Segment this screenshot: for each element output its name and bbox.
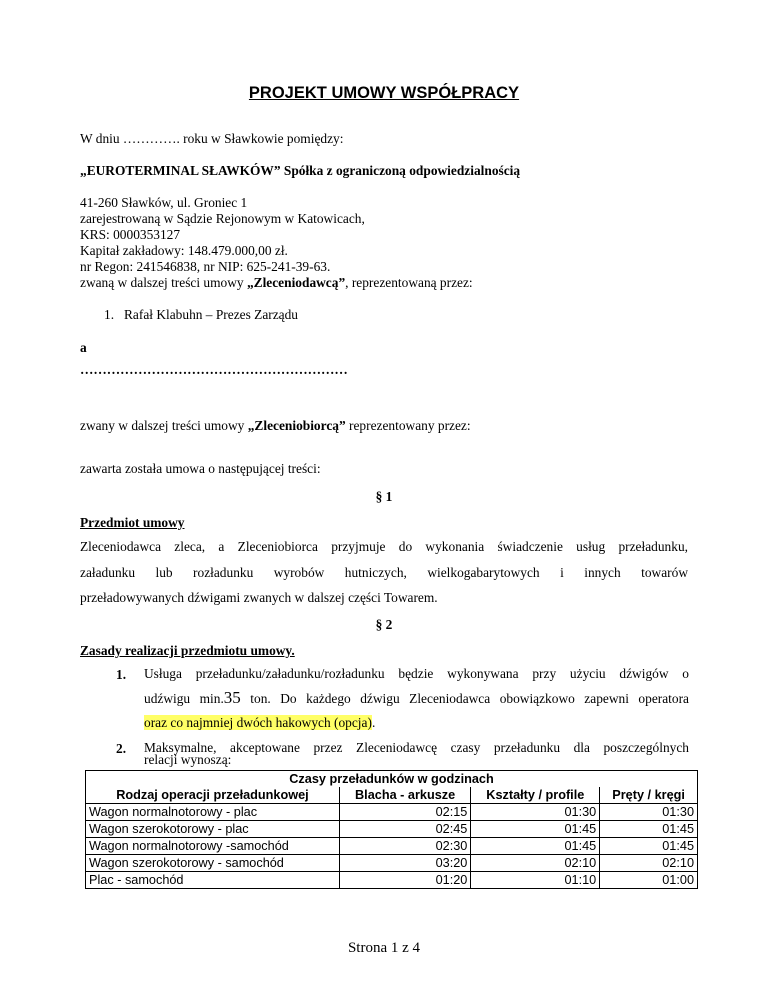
section2-heading: Zasady realizacji przedmiotu umowy. (80, 643, 295, 658)
table-cell: 03:20 (339, 855, 471, 872)
section1-line-2: załadunku lub rozładunku wyrobów hutniczych, wielkogabarytowych i innych towarów (80, 565, 688, 580)
table-cell: 02:10 (471, 855, 600, 872)
item1-line2-pre: udźwigu min. (144, 691, 224, 706)
zleceniodawca-line (80, 275, 473, 291)
table-cell: Wagon normalnotorowy -samochód (86, 838, 340, 855)
item2-line-1: Maksymalne, akceptowane przez Zleceniodawcę czasy przeładunku dla poszczególnych (144, 740, 689, 755)
table-cell: 01:45 (471, 838, 600, 855)
table-caption: Czasy przeładunków w godzinach (86, 771, 698, 788)
item1-line-3 (144, 715, 375, 731)
table-cell: 02:45 (339, 821, 471, 838)
representative-number: 1. (104, 307, 115, 322)
table-cell: 01:45 (600, 838, 698, 855)
document-title: PROJEKT UMOWY WSPÓŁPRACY (248, 84, 520, 102)
table-row (86, 821, 698, 838)
zleceniodawca-term: „Zleceniodawcą” (246, 275, 346, 290)
zleceniodawca-pre: zwaną w dalszej treści umowy (80, 275, 247, 290)
transshipment-times-table (85, 770, 698, 889)
table-cell: 02:10 (600, 855, 698, 872)
table-cell: Wagon normalnotorowy - plac (86, 804, 340, 821)
representative-text: Rafał Klabuhn – Prezes Zarządu (124, 307, 299, 322)
table-cell: 01:30 (600, 804, 698, 821)
section1-line-3: przeładowywanych dźwigami zwanych w dalszej części Towarem. (80, 590, 438, 605)
zleceniobiorca-line (80, 418, 471, 434)
item1-line-2 (144, 689, 689, 706)
table-row (86, 804, 698, 821)
company-name: „EUROTERMINAL SŁAWKÓW” Spółka z ograniczoną odpowiedzialnością (80, 163, 521, 178)
table-cell: 01:45 (600, 821, 698, 838)
item1-number: 1. (116, 667, 127, 682)
intro-line: W dniu …………. roku w Sławkowie pomiędzy: (80, 131, 344, 146)
contract-intro: zawarta została umowa o następującej treści: (80, 461, 321, 476)
item2-line-2: relacji wynoszą: (144, 752, 232, 767)
table-cell: 01:20 (339, 872, 471, 889)
section1-heading: Przedmiot umowy (80, 515, 185, 530)
item1-capacity: 35 (223, 688, 241, 707)
section1-line-1: Zleceniodawca zleca, a Zleceniobiorca przyjmuje do wykonania świadczenie usług przeładunku, (80, 539, 688, 554)
table-cell: Wagon szerokotorowy - plac (86, 821, 340, 838)
company-regon-nip: nr Regon: 241546838, nr NIP: 625-241-39-63. (80, 259, 331, 274)
table-cell: 01:10 (471, 872, 600, 889)
table-cell: 01:00 (600, 872, 698, 889)
table-cell: Wagon szerokotorowy - samochód (86, 855, 340, 872)
section2-number: § 2 (375, 617, 393, 632)
item1-highlighted-option: oraz co najmniej dwóch hakowych (opcja) (144, 715, 372, 730)
company-krs: KRS: 0000353127 (80, 227, 181, 242)
company-court: zarejestrowaną w Sądzie Rejonowym w Katowicach, (80, 211, 365, 226)
zleceniobiorca-term: „Zleceniobiorcą” (247, 418, 346, 433)
zleceniobiorca-post: reprezentowany przez: (345, 418, 471, 433)
table-cell: 02:30 (339, 838, 471, 855)
item2-number: 2. (116, 741, 127, 756)
zleceniobiorca-pre: zwany w dalszej treści umowy (80, 418, 248, 433)
table-header-sheets: Blacha - arkusze (339, 787, 471, 804)
section1-number: § 1 (375, 489, 393, 504)
table-header-operation: Rodzaj operacji przeładunkowej (86, 787, 340, 804)
item1-line-1: Usługa przeładunku/załadunku/rozładunku będzie wykonywana przy użyciu dźwigów o (144, 666, 689, 681)
table-row (86, 855, 698, 872)
company-address: 41-260 Sławków, ul. Groniec 1 (80, 195, 248, 210)
table-cell: Plac - samochód (86, 872, 340, 889)
item1-line3-post: . (371, 715, 376, 730)
item1-line2-post: ton. Do każdego dźwigu Zleceniodawca obowiązkowo zapewni operatora (240, 691, 689, 706)
party-placeholder-dots: …………………………………………………… (80, 362, 348, 377)
table-row (86, 838, 698, 855)
page-footer: Strona 1 z 4 (347, 940, 421, 956)
company-capital: Kapitał zakładowy: 148.479.000,00 zł. (80, 243, 288, 258)
table-row (86, 872, 698, 889)
and-word: a (80, 340, 87, 355)
table-cell: 02:15 (339, 804, 471, 821)
table-cell: 01:30 (471, 804, 600, 821)
table-cell: 01:45 (471, 821, 600, 838)
table-header-bars: Pręty / kręgi (600, 787, 698, 804)
zleceniodawca-post: , reprezentowaną przez: (345, 275, 473, 290)
table-header-profiles: Kształty / profile (471, 787, 600, 804)
